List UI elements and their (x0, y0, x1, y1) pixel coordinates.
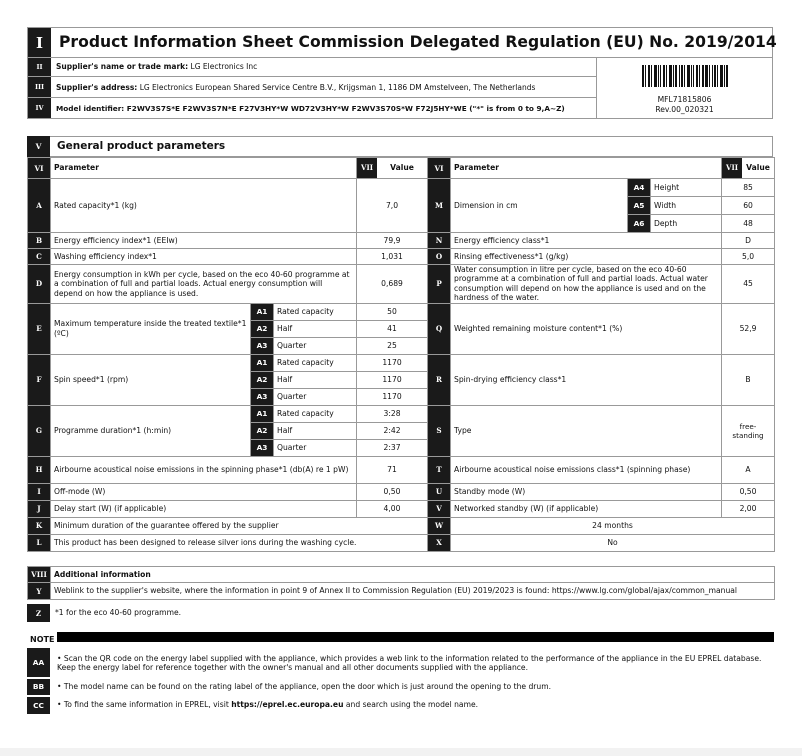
row-code-C: C (28, 249, 51, 265)
sub-value-G-1: 2:42 (357, 422, 428, 439)
sub-label-F-0: Rated capacity (274, 354, 357, 371)
col-value-left: Value (390, 163, 414, 173)
row-param-V: Networked standby (W) (if applicable) (451, 500, 722, 517)
row-code-M: M (428, 179, 451, 233)
roman-IV: IV (28, 98, 51, 118)
page-bottom-shade (0, 748, 802, 756)
row-value-O: 5,0 (722, 249, 775, 265)
row-param-T: Airbourne acoustical noise emissions class*1 (spinning phase) (451, 456, 722, 483)
row-code-O: O (428, 249, 451, 265)
sub-code-E-2: A3 (251, 337, 274, 354)
col-parameter-right: Parameter (451, 158, 722, 179)
row-value-H: 71 (357, 456, 428, 483)
sub-code-F-2: A3 (251, 388, 274, 405)
footnote: *1 for the eco 40-60 programme. (55, 608, 182, 617)
row-value-T: A (722, 456, 775, 483)
general-title: General product parameters (57, 140, 226, 152)
sub-value-F-0: 1170 (357, 354, 428, 371)
col-value-roman-right: VII (722, 158, 742, 178)
sub-value-M-0: 85 (722, 179, 775, 197)
sub-label-G-2: Quarter (274, 439, 357, 456)
row-code-F: F (28, 354, 51, 405)
sub-value-M-1: 60 (722, 197, 775, 215)
row-param-P: Water consumption in litre per cycle, based on the eco 40-60 programme at a combination of full and partial loads. Actual water consumption will depend on how the appliance is used and on the hardness of the water. (451, 265, 722, 304)
roman-VIII: VIII (28, 567, 51, 583)
row-param-D: Energy consumption in kWh per cycle, based on the eco 40-60 programme at a combination of full and partial loads. Actual energy consumption will depend on how the appliance is used. (51, 265, 357, 304)
row-value-A: 7,0 (357, 179, 428, 233)
row-param-E: Maximum temperature inside the treated textile*1 (ºC) (51, 303, 251, 354)
sub-label-F-1: Half (274, 371, 357, 388)
revision: Rev.00_020321 (655, 105, 714, 114)
sub-code-F-0: A1 (251, 354, 274, 371)
eprel-link[interactable]: https://eprel.ec.europa.eu (231, 700, 344, 710)
row-param-K: Minimum duration of the guarantee offered by the supplier (51, 517, 428, 534)
header-block (27, 27, 777, 119)
sub-code-F-1: A2 (251, 371, 274, 388)
row-code-A: A (28, 179, 51, 233)
note-title: NOTE (30, 635, 55, 644)
note-cc-post: and search using the model name. (343, 700, 479, 710)
sub-value-F-1: 1170 (357, 371, 428, 388)
note-rule (57, 632, 774, 642)
sub-value-G-2: 2:37 (357, 439, 428, 456)
row-value-N: D (722, 233, 775, 249)
col-roman-right: VI (428, 158, 451, 179)
sub-code-G-1: A2 (251, 422, 274, 439)
row-value-P: 45 (722, 265, 775, 304)
roman-V: V (27, 136, 50, 157)
supplier-name-value: LG Electronics Inc (190, 62, 258, 71)
sub-code-G-2: A3 (251, 439, 274, 456)
row-value-R: B (722, 354, 775, 405)
col-parameter-left: Parameter (51, 158, 357, 179)
row-param-R: Spin-drying efficiency class*1 (451, 354, 722, 405)
sub-label-G-0: Rated capacity (274, 405, 357, 422)
row-code-X: X (428, 534, 451, 551)
row-code-P: P (428, 265, 451, 304)
col-value-roman-left: VII (357, 158, 377, 178)
sub-code-M-2: A6 (628, 215, 651, 233)
row-param-F: Spin speed*1 (rpm) (51, 354, 251, 405)
sub-value-G-0: 3:28 (357, 405, 428, 422)
model-identifier-value: F2WV3S7S*E F2WV3S7N*E F27V3HY*W WD72V3HY*W F2WV3S70S*W F72J5HY*WE ("*" is from 0 to 9,A~Z) (126, 104, 565, 113)
weblink-text: Weblink to the supplier's website, where the information in point 9 of Annex II to Commission Regulation (EU) 2019/2023 is found: https://www.lg.com/global/ajax/common_manual (51, 583, 775, 600)
additional-title: Additional information (51, 567, 775, 583)
row-param-J: Delay start (W) (if applicable) (51, 500, 357, 517)
sub-label-M-2: Depth (651, 215, 722, 233)
supplier-name (56, 62, 257, 71)
row-code-V: V (428, 500, 451, 517)
row-value-Q: 52,9 (722, 303, 775, 354)
page-title: Product Information Sheet Commission Delegated Regulation (EU) No. 2019/2014 (59, 33, 777, 51)
row-param-G: Programme duration*1 (h:min) (51, 405, 251, 456)
row-code-J: J (28, 500, 51, 517)
col-roman-left: VI (28, 158, 51, 179)
note-text-AA: • Scan the QR code on the energy label supplied with the appliance, which provides a web link to the information related to the performance of the appliance in the EU EPREL database. Keep the energy label for reference together with the owner's manual and all other documents supplied with the appliance. (57, 653, 762, 672)
row-code-R: R (428, 354, 451, 405)
row-value-C: 1,031 (357, 249, 428, 265)
row-code-I: I (28, 483, 51, 500)
note-table (27, 648, 774, 714)
row-code-H: H (28, 456, 51, 483)
barcode (642, 65, 728, 87)
row-code-Y: Y (28, 583, 51, 600)
row-param-I: Off-mode (W) (51, 483, 357, 500)
row-code-W: W (428, 517, 451, 534)
additional-info-table (27, 566, 775, 600)
row-param-S: Type (451, 405, 722, 456)
row-code-B: B (28, 233, 51, 249)
row-value-W: 24 months (451, 517, 775, 534)
row-param-Q: Weighted remaining moisture content*1 (%) (451, 303, 722, 354)
row-param-U: Standby mode (W) (451, 483, 722, 500)
note-code-AA: AA (27, 648, 50, 678)
row-code-U: U (428, 483, 451, 500)
row-code-T: T (428, 456, 451, 483)
roman-III: III (28, 77, 51, 97)
sub-value-E-0: 50 (357, 303, 428, 320)
row-code-S: S (428, 405, 451, 456)
row-code-Q: Q (428, 303, 451, 354)
roman-I: I (28, 28, 51, 57)
row-value-U: 0,50 (722, 483, 775, 500)
sub-label-G-1: Half (274, 422, 357, 439)
row-param-O: Rinsing effectiveness*1 (g/kg) (451, 249, 722, 265)
row-code-Z: Z (27, 604, 50, 622)
row-code-K: K (28, 517, 51, 534)
row-value-V: 2,00 (722, 500, 775, 517)
supplier-address (56, 83, 535, 92)
note-code-BB: BB (27, 678, 50, 696)
row-param-H: Airbourne acoustical noise emissions in the spinning phase*1 (db(A) re 1 pW) (51, 456, 357, 483)
supplier-name-label: Supplier's name or trade mark: (56, 62, 189, 71)
sub-value-F-2: 1170 (357, 388, 428, 405)
sub-label-M-1: Width (651, 197, 722, 215)
note-text-BB: • The model name can be found on the rating label of the appliance, open the door which is just around the opening to the drum. (57, 682, 552, 692)
sub-code-E-0: A1 (251, 303, 274, 320)
row-param-N: Energy efficiency class*1 (451, 233, 722, 249)
parameters-table (27, 157, 775, 552)
row-value-S: free-standing (722, 405, 775, 456)
row-param-A: Rated capacity*1 (kg) (51, 179, 357, 233)
row-value-I: 0,50 (357, 483, 428, 500)
sub-code-G-0: A1 (251, 405, 274, 422)
sub-label-M-0: Height (651, 179, 722, 197)
sub-label-E-0: Rated capacity (274, 303, 357, 320)
row-value-J: 4,00 (357, 500, 428, 517)
sub-label-F-2: Quarter (274, 388, 357, 405)
col-value-right: Value (746, 163, 770, 173)
row-code-N: N (428, 233, 451, 249)
sub-code-E-1: A2 (251, 320, 274, 337)
row-param-C: Washing efficiency index*1 (51, 249, 357, 265)
row-param-L: This product has been designed to release silver ions during the washing cycle. (51, 534, 428, 551)
sub-value-E-2: 25 (357, 337, 428, 354)
row-value-B: 79,9 (357, 233, 428, 249)
row-param-B: Energy efficiency index*1 (EEIw) (51, 233, 357, 249)
model-identifier-label: Model identifier: (56, 104, 125, 113)
row-code-G: G (28, 405, 51, 456)
supplier-address-label: Supplier's address: (56, 83, 138, 92)
doc-code: MFL71815806 (657, 95, 712, 104)
note-cc-pre: • To find the same information in EPREL, visit (57, 700, 232, 710)
row-value-X: No (451, 534, 775, 551)
sub-label-E-2: Quarter (274, 337, 357, 354)
note-text-CC (50, 696, 774, 714)
row-param-M: Dimension in cm (451, 179, 628, 233)
model-identifier (56, 104, 565, 113)
note-code-CC: CC (27, 696, 50, 714)
row-code-L: L (28, 534, 51, 551)
row-value-D: 0,689 (357, 265, 428, 304)
supplier-address-value: LG Electronics European Shared Service Centre B.V., Krijgsman 1, 1186 DM Amstelveen, The Netherlands (139, 83, 536, 92)
sub-label-E-1: Half (274, 320, 357, 337)
roman-II: II (28, 58, 51, 76)
sub-value-E-1: 41 (357, 320, 428, 337)
sub-code-M-0: A4 (628, 179, 651, 197)
row-code-D: D (28, 265, 51, 304)
sub-code-M-1: A5 (628, 197, 651, 215)
row-code-E: E (28, 303, 51, 354)
sub-value-M-2: 48 (722, 215, 775, 233)
